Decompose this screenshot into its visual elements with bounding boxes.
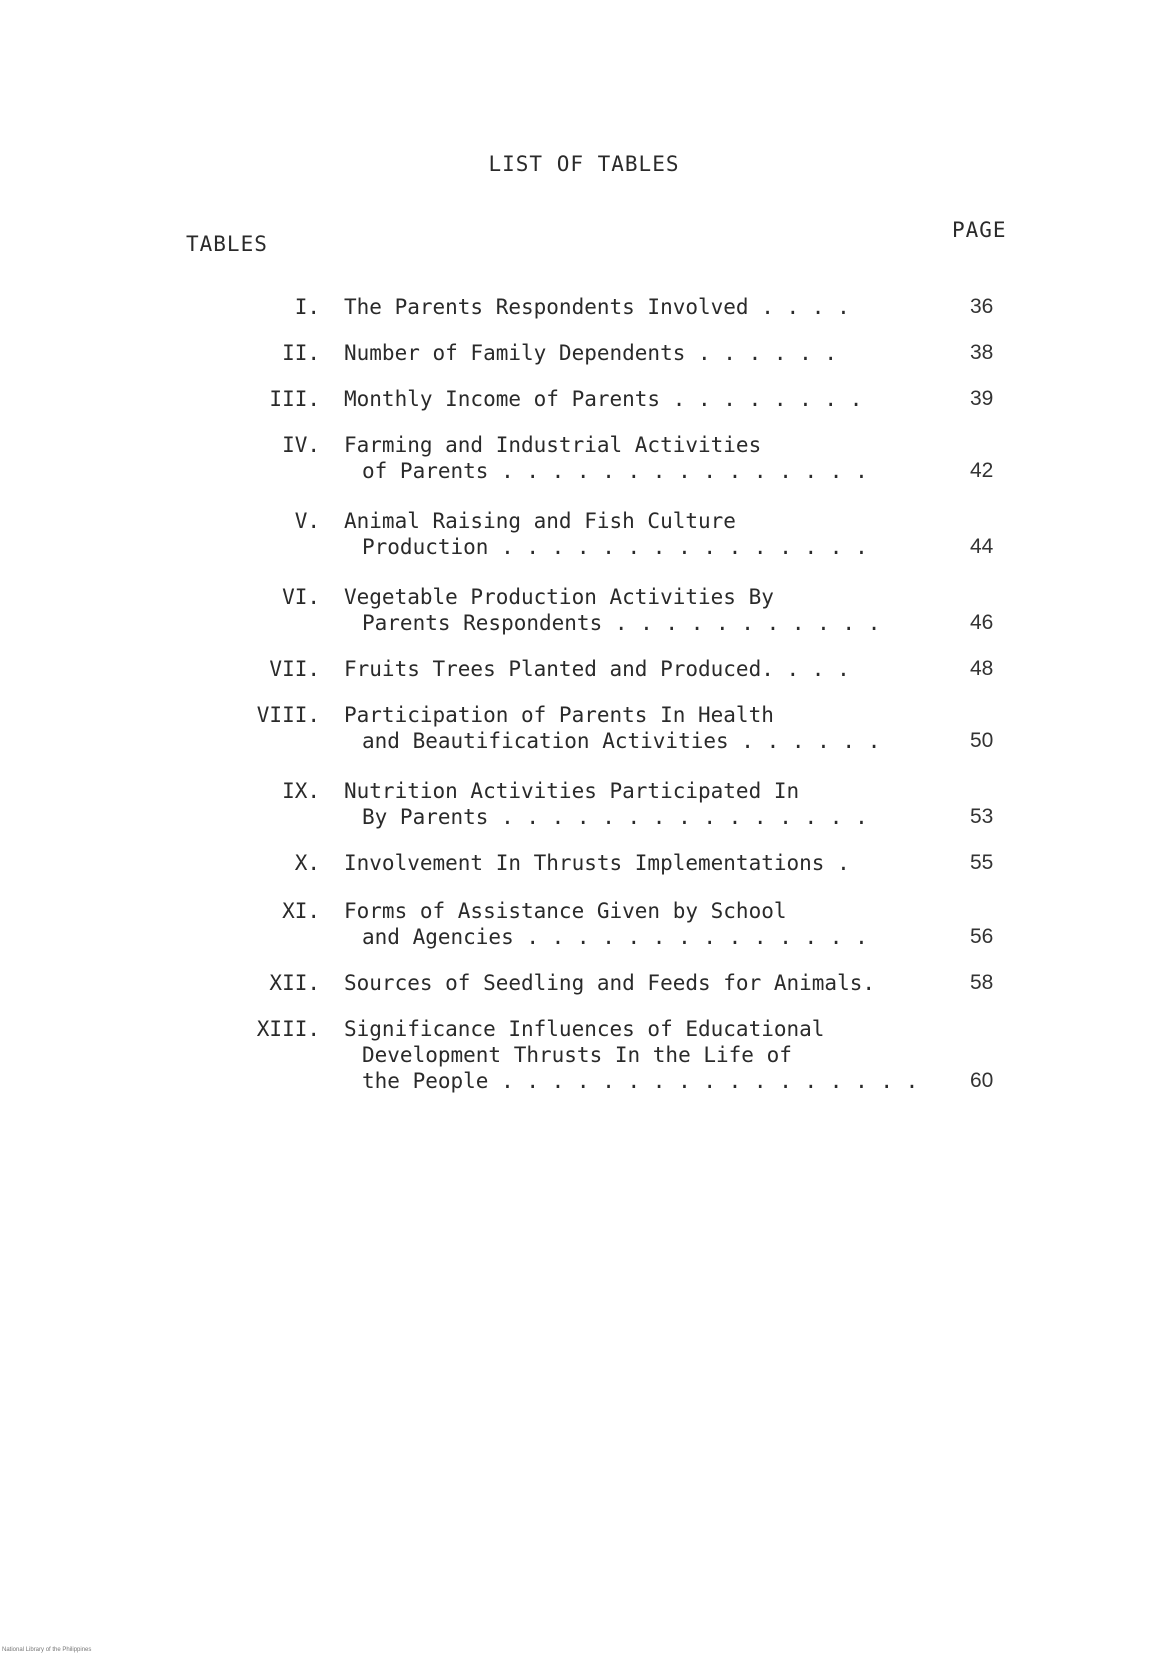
table-title <box>344 778 944 830</box>
table-title-line: Nutrition Activities Participated In <box>344 779 800 803</box>
table-title <box>344 340 944 366</box>
page-number: 36 <box>970 295 994 318</box>
page-title: LIST OF TABLES <box>488 152 680 176</box>
table-title-line: Sources of Seedling and Feeds for Animals. <box>344 971 876 995</box>
page-number: 42 <box>970 459 994 482</box>
table-title <box>344 1016 944 1094</box>
table-title-line: Parents Respondents . . . . . . . . . . . <box>362 611 881 635</box>
table-title-line: Fruits Trees Planted and Produced. . . . <box>344 657 850 681</box>
table-title <box>344 508 944 560</box>
page-number: 39 <box>970 387 994 410</box>
page-number: 50 <box>970 729 994 752</box>
table-numeral: V. <box>294 509 320 533</box>
table-title <box>344 432 944 484</box>
table-numeral: III. <box>269 387 320 411</box>
table-title-line: The Parents Respondents Involved . . . . <box>344 295 850 319</box>
table-numeral: VI. <box>282 585 320 609</box>
table-list-item <box>250 778 1030 830</box>
table-list-item <box>250 1016 1030 1094</box>
page-number: 48 <box>970 657 994 680</box>
table-title-line: Involvement In Thrusts Implementations . <box>344 851 850 875</box>
table-list-item <box>250 432 1030 484</box>
table-numeral: VIII. <box>256 703 320 727</box>
table-list-item <box>250 850 1030 876</box>
table-title-line: Number of Family Dependents . . . . . . <box>344 341 838 365</box>
table-title-line: Monthly Income of Parents . . . . . . . . <box>344 387 863 411</box>
table-title-line: Production . . . . . . . . . . . . . . . <box>362 535 868 559</box>
table-title-line: Participation of Parents In Health <box>344 703 774 727</box>
table-list-item <box>250 294 1030 320</box>
table-list-item <box>250 584 1030 636</box>
table-list-item <box>250 386 1030 412</box>
table-list-item <box>250 970 1030 996</box>
table-list-item <box>250 656 1030 682</box>
page-number: 44 <box>970 535 994 558</box>
table-numeral: X. <box>294 851 320 875</box>
table-title <box>344 294 944 320</box>
table-title <box>344 656 944 682</box>
table-list-item <box>250 340 1030 366</box>
page-column-heading: PAGE <box>952 218 1007 242</box>
table-list-item <box>250 702 1030 754</box>
table-title <box>344 970 944 996</box>
table-title-line: and Agencies . . . . . . . . . . . . . . <box>362 925 868 949</box>
table-title-line: Significance Influences of Educational <box>344 1017 825 1041</box>
table-title <box>344 898 944 950</box>
table-list <box>250 294 1030 1094</box>
table-numeral: IV. <box>282 433 320 457</box>
table-title <box>344 386 944 412</box>
table-title <box>344 702 944 754</box>
table-title <box>344 584 944 636</box>
table-numeral: XIII. <box>256 1017 320 1041</box>
table-title-line: Forms of Assistance Given by School <box>344 899 787 923</box>
table-title-line: and Beautification Activities . . . . . . <box>362 729 881 753</box>
page-number: 60 <box>970 1069 994 1092</box>
table-title-line: Development Thrusts In the Life of <box>362 1043 792 1067</box>
table-list-item <box>250 898 1030 950</box>
page-number: 38 <box>970 341 994 364</box>
table-title-line: the People . . . . . . . . . . . . . . . . . <box>362 1069 919 1093</box>
page-number: 53 <box>970 805 994 828</box>
page-number: 58 <box>970 971 994 994</box>
tables-column-heading: TABLES <box>186 232 268 256</box>
table-title-line: By Parents . . . . . . . . . . . . . . . <box>362 805 868 829</box>
table-numeral: IX. <box>282 779 320 803</box>
table-title-line: Vegetable Production Activities By <box>344 585 774 609</box>
table-title-line: of Parents . . . . . . . . . . . . . . . <box>362 459 868 483</box>
table-numeral: I. <box>294 295 320 319</box>
table-numeral: XI. <box>282 899 320 923</box>
page-number: 55 <box>970 851 994 874</box>
table-title-line: Farming and Industrial Activities <box>344 433 762 457</box>
table-list-item <box>250 508 1030 560</box>
table-numeral: VII. <box>269 657 320 681</box>
table-numeral: II. <box>282 341 320 365</box>
table-title-line: Animal Raising and Fish Culture <box>344 509 736 533</box>
page-number: 46 <box>970 611 994 634</box>
table-title <box>344 850 944 876</box>
page-number: 56 <box>970 925 994 948</box>
footer-text: National Library of the Philippines <box>2 1647 92 1653</box>
table-numeral: XII. <box>269 971 320 995</box>
